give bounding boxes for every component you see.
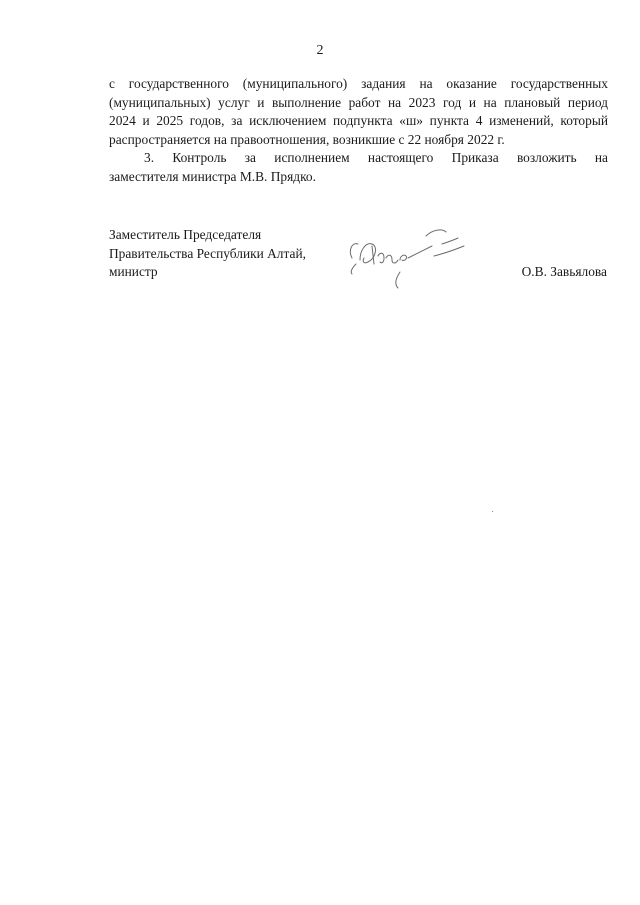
text-line: 3. Контроль за исполнением настоящего Приказа возложить на — [144, 150, 608, 166]
signatory-title-line: Заместитель Председателя — [109, 227, 262, 242]
handwritten-signature — [338, 220, 468, 295]
text-line: распространяется на правоотношения, возникшие с 22 ноября 2022 г. — [109, 131, 505, 147]
signatory-title — [109, 226, 306, 282]
signatory-name: О.В. Завьялова — [521, 264, 607, 279]
signatory-title-line: Правительства Республики Алтай, — [109, 245, 306, 261]
text-line: заместителя министра М.В. Прядко. — [109, 168, 316, 184]
document-body — [109, 75, 608, 187]
text-line: 2024 и 2025 годов, за исключением подпункта «ш» пункта 4 изменений, который — [109, 113, 608, 129]
paragraph-continuation — [109, 75, 608, 149]
text-line: (муниципальных) услуг и выполнение работ на 2023 год и на плановый период — [109, 94, 608, 110]
signatory-title-line: министр — [109, 264, 158, 280]
text-line: с государственного (муниципального) задания на оказание государственных — [109, 76, 608, 91]
paragraph-item-3 — [109, 149, 608, 186]
page-number: 2 — [316, 43, 324, 58]
scan-speck — [492, 511, 493, 512]
